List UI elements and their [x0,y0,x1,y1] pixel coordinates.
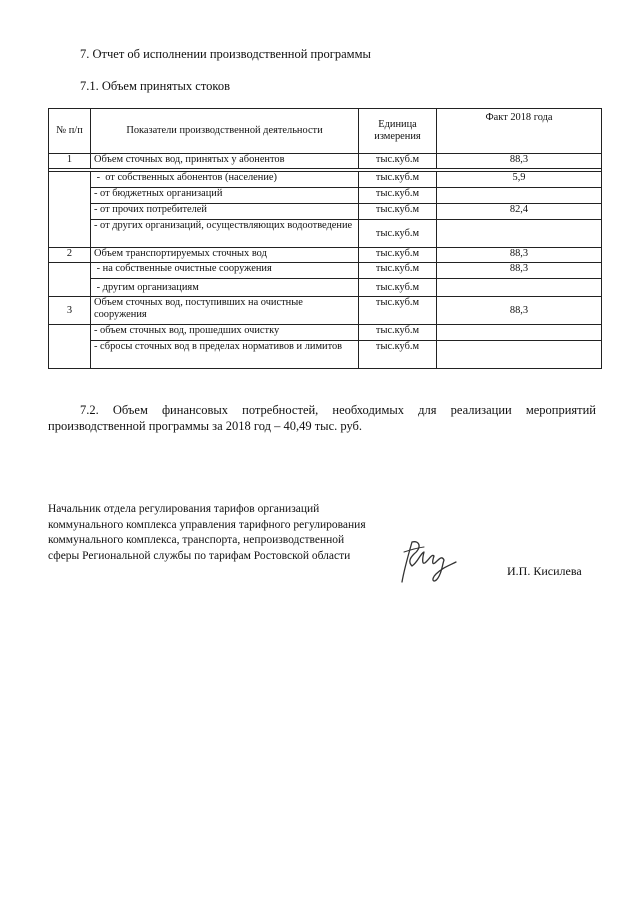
row-num [49,325,91,369]
header-num: № п/п [49,109,91,154]
table-row [49,341,602,369]
header-fact: Факт 2018 года [437,109,602,154]
table-row [49,204,602,220]
row-value [437,188,602,204]
row-value: 88,3 [437,248,602,263]
row-num [49,263,91,297]
row-num: 3 [49,297,91,325]
row-indicator: - от других организаций, осуществляющих водоотведение [91,220,359,248]
row-unit: тыс.куб.м [359,279,437,297]
section-7-2-paragraph: 7.2. Объем финансовых потребностей, необходимых для реализации мероприятий производственной программы за 2018 год – 40,49 тыс. руб. [48,403,596,433]
row-value [437,341,602,369]
table-row [49,297,602,325]
table-row [49,279,602,297]
table-row [49,263,602,279]
row-indicator: - от прочих потребителей [91,204,359,220]
row-value: 5,9 [437,172,602,188]
table-row [49,325,602,341]
row-indicator: - от собственных абонентов (население) [91,172,359,188]
row-indicator: - от бюджетных организаций [91,188,359,204]
row-unit: тыс.куб.м [359,220,437,248]
row-unit: тыс.куб.м [359,263,437,279]
row-unit: тыс.куб.м [359,154,437,169]
row-unit: тыс.куб.м [359,188,437,204]
row-value [437,220,602,248]
row-indicator: - объем сточных вод, прошедших очистку [91,325,359,341]
table-row [49,248,602,263]
row-indicator: Объем сточных вод, поступивших на очистные сооружения [91,297,359,325]
table-row [49,188,602,204]
signatory-position: Начальник отдела регулирования тарифов организаций коммунального комплекса управления тарифного регулирования коммунального комплекса, транспорта, непроизводственной сферы Региональной службы по тарифам Ростовской области [48,503,366,562]
row-num [49,172,91,248]
row-unit: тыс.куб.м [359,204,437,220]
header-indicator: Показатели производственной деятельности [91,109,359,154]
row-unit: тыс.куб.м [359,297,437,325]
section-7-1-title: 7.1. Объем принятых стоков [80,79,230,93]
row-unit: тыс.куб.м [359,172,437,188]
wastewater-volume-table [48,108,602,369]
row-indicator: Объем транспортируемых сточных вод [91,248,359,263]
table-header-row [49,109,602,154]
row-unit: тыс.куб.м [359,325,437,341]
row-indicator: Объем сточных вод, принятых у абонентов [91,154,359,169]
table-row [49,172,602,188]
row-value: 88,3 [437,297,602,325]
row-value: 88,3 [437,154,602,169]
header-unit: Единица измерения [359,109,437,154]
signatory-name: И.П. Кисилева [507,564,582,578]
table-row [49,154,602,169]
row-indicator: - другим организациям [91,279,359,297]
row-num: 1 [49,154,91,169]
row-value: 82,4 [437,204,602,220]
row-value: 88,3 [437,263,602,279]
row-num: 2 [49,248,91,263]
section-7-title: 7. Отчет об исполнении производственной программы [80,47,371,61]
row-indicator: - сбросы сточных вод в пределах нормативов и лимитов [91,341,359,369]
row-value [437,325,602,341]
row-value [437,279,602,297]
table-row [49,220,602,248]
row-indicator: - на собственные очистные сооружения [91,263,359,279]
handwritten-signature [398,532,458,588]
row-unit: тыс.куб.м [359,341,437,369]
row-unit: тыс.куб.м [359,248,437,263]
